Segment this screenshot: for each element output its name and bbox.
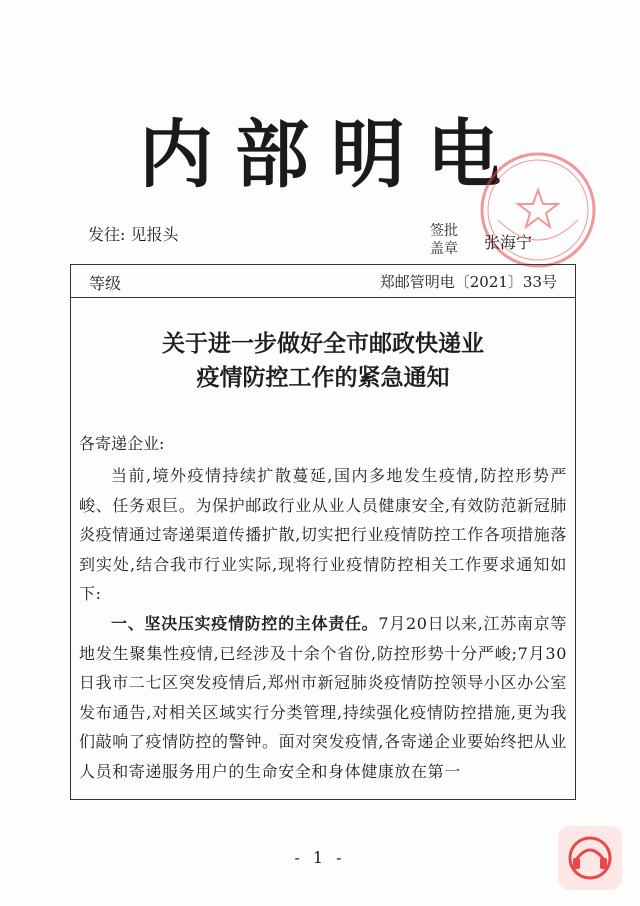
paragraph-1: 当前,境外疫情持续扩散蔓延,国内多地发生疫情,防控形势严峻、任务艰巨。为保护邮政行业从业人员健康安全,有效防范新冠肺炎疫情通过寄递渠道传播扩散,切实把行业疫情防控工作各项措施落到实处,结合我市行业实际,现将行业疫情防控相关工作要求通知如下: — [79, 466, 567, 604]
recipient-value: 见报头 — [130, 225, 179, 244]
document-frame — [70, 264, 576, 800]
paragraph-2-body: 7月20日以来,江苏南京等地发生聚集性疫情,已经涉及十余个省份,防控形势十分严峻;7月30日我市二七区突发疫情后,郑州市新冠肺炎疫情防控领导小区办公室发布通告,对相关区域实行分类管理,持续强化疫情防控措施,更为我们敲响了疫情防控的警钟。面对突发疫情,各寄递企业要始终把从业人员和寄递服务用户的生命安全和身体健康放在第一 — [79, 613, 567, 781]
page-number: - 1 - — [294, 848, 346, 867]
notice-title-line1: 关于进一步做好全市邮政快递业 — [162, 330, 484, 357]
body-text — [79, 461, 567, 787]
notice-title-line2: 疫情防控工作的紧急通知 — [196, 364, 450, 391]
signer-name: 张海宁 — [484, 233, 533, 252]
document-number: 郑邮管明电〔2021〕33号 — [379, 273, 557, 291]
header-divider — [71, 297, 575, 298]
sign-block — [430, 222, 458, 258]
main-title: 内部明电 — [139, 112, 523, 198]
sign-label: 签批 — [430, 223, 458, 239]
recipient-label: 发往: — [88, 225, 126, 244]
salutation: 各寄递企业: — [79, 434, 165, 453]
notice-title — [71, 327, 575, 395]
paragraph-2-lead: 一、坚决压实疫情防控的主体责任。 — [111, 613, 379, 633]
watermark-logo — [558, 826, 622, 890]
grade-label: 等级 — [89, 274, 122, 293]
headset-icon — [566, 834, 614, 882]
recipient-line — [88, 222, 179, 245]
paragraph-2 — [79, 609, 567, 787]
seal-label: 盖章 — [430, 241, 458, 257]
